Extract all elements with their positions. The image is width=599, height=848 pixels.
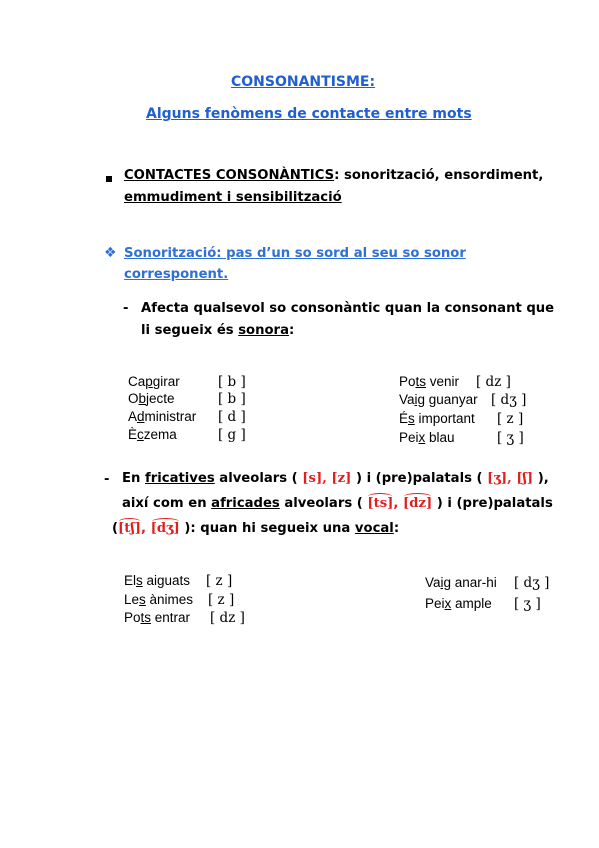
rule1-colon: :	[288, 323, 295, 338]
example-ipa: [ z ]	[208, 592, 235, 608]
rule1-line2-prefix: li segueix és	[141, 323, 239, 338]
section-heading-line2	[124, 190, 342, 205]
rule1-line2	[141, 323, 294, 338]
example-item: Vaig guanyar	[399, 392, 478, 407]
section-heading	[124, 168, 543, 183]
example-item: Capgirar	[128, 374, 180, 389]
example-ipa: [ b ]	[218, 391, 246, 407]
dash-bullet: -	[104, 472, 110, 487]
example-item: Pots venir	[399, 374, 460, 389]
example-ipa: [ z ]	[206, 573, 233, 589]
example-ipa: [ g ]	[218, 427, 246, 443]
example-ipa: [ dʒ ]	[514, 575, 550, 591]
example-ipa: [ b ]	[218, 374, 246, 390]
example-ipa: [ dz ]	[210, 610, 245, 626]
example-ipa: [ ʒ ]	[514, 596, 541, 612]
example-item: Pots entrar	[124, 610, 191, 625]
example-ipa: [ dz ]	[476, 374, 511, 390]
example-item: Vaig anar-hi	[425, 575, 497, 590]
example-item: Els aiguats	[124, 573, 191, 588]
rule2-line1: En fricatives alveolars ( [s], [z] ) i (pre)palatals ( [ʒ], [ʃ] ),	[122, 471, 549, 486]
example-ipa: [ dʒ ]	[491, 392, 527, 408]
diamond-bullet-icon: ❖	[104, 245, 117, 261]
example-item: És important	[399, 411, 475, 426]
example-item: Objecte	[128, 391, 175, 406]
section-heading-line2-text: emmudiment i sensibilització	[124, 190, 342, 205]
subheading-line1: Sonorització: pas d’un so sord al seu so sonor	[124, 246, 466, 261]
page-subtitle: Alguns fenòmens de contacte entre mots	[146, 106, 472, 122]
rule1-line1: Afecta qualsevol so consonàntic quan la consonant que	[141, 301, 555, 316]
example-item: Peix blau	[399, 430, 455, 445]
page-title: CONSONANTISME:	[231, 74, 376, 90]
example-ipa: [ d ]	[218, 409, 246, 425]
rule1-keyword: sonora	[238, 323, 289, 338]
example-item: Les ànimes	[124, 592, 194, 607]
example-item: Administrar	[128, 409, 197, 424]
example-item: Peix ample	[425, 596, 492, 611]
rule2-line3: ([tʃ], [dʒ] ): quan hi segueix una vocal:	[112, 521, 400, 536]
example-item: Èczema	[128, 427, 177, 442]
section-heading-key: CONTACTES CONSONÀNTICS	[124, 168, 335, 183]
example-ipa: [ z ]	[497, 411, 524, 427]
dash-bullet: -	[123, 301, 129, 316]
example-ipa: [ ʒ ]	[497, 430, 524, 446]
section-heading-rest: : sonorització, ensordiment,	[334, 168, 544, 183]
subheading-line2: corresponent.	[124, 267, 229, 282]
square-bullet-icon	[106, 176, 112, 182]
rule2-line2: així com en africades alveolars ( [ts], [dz] ) i (pre)palatals	[122, 496, 553, 511]
